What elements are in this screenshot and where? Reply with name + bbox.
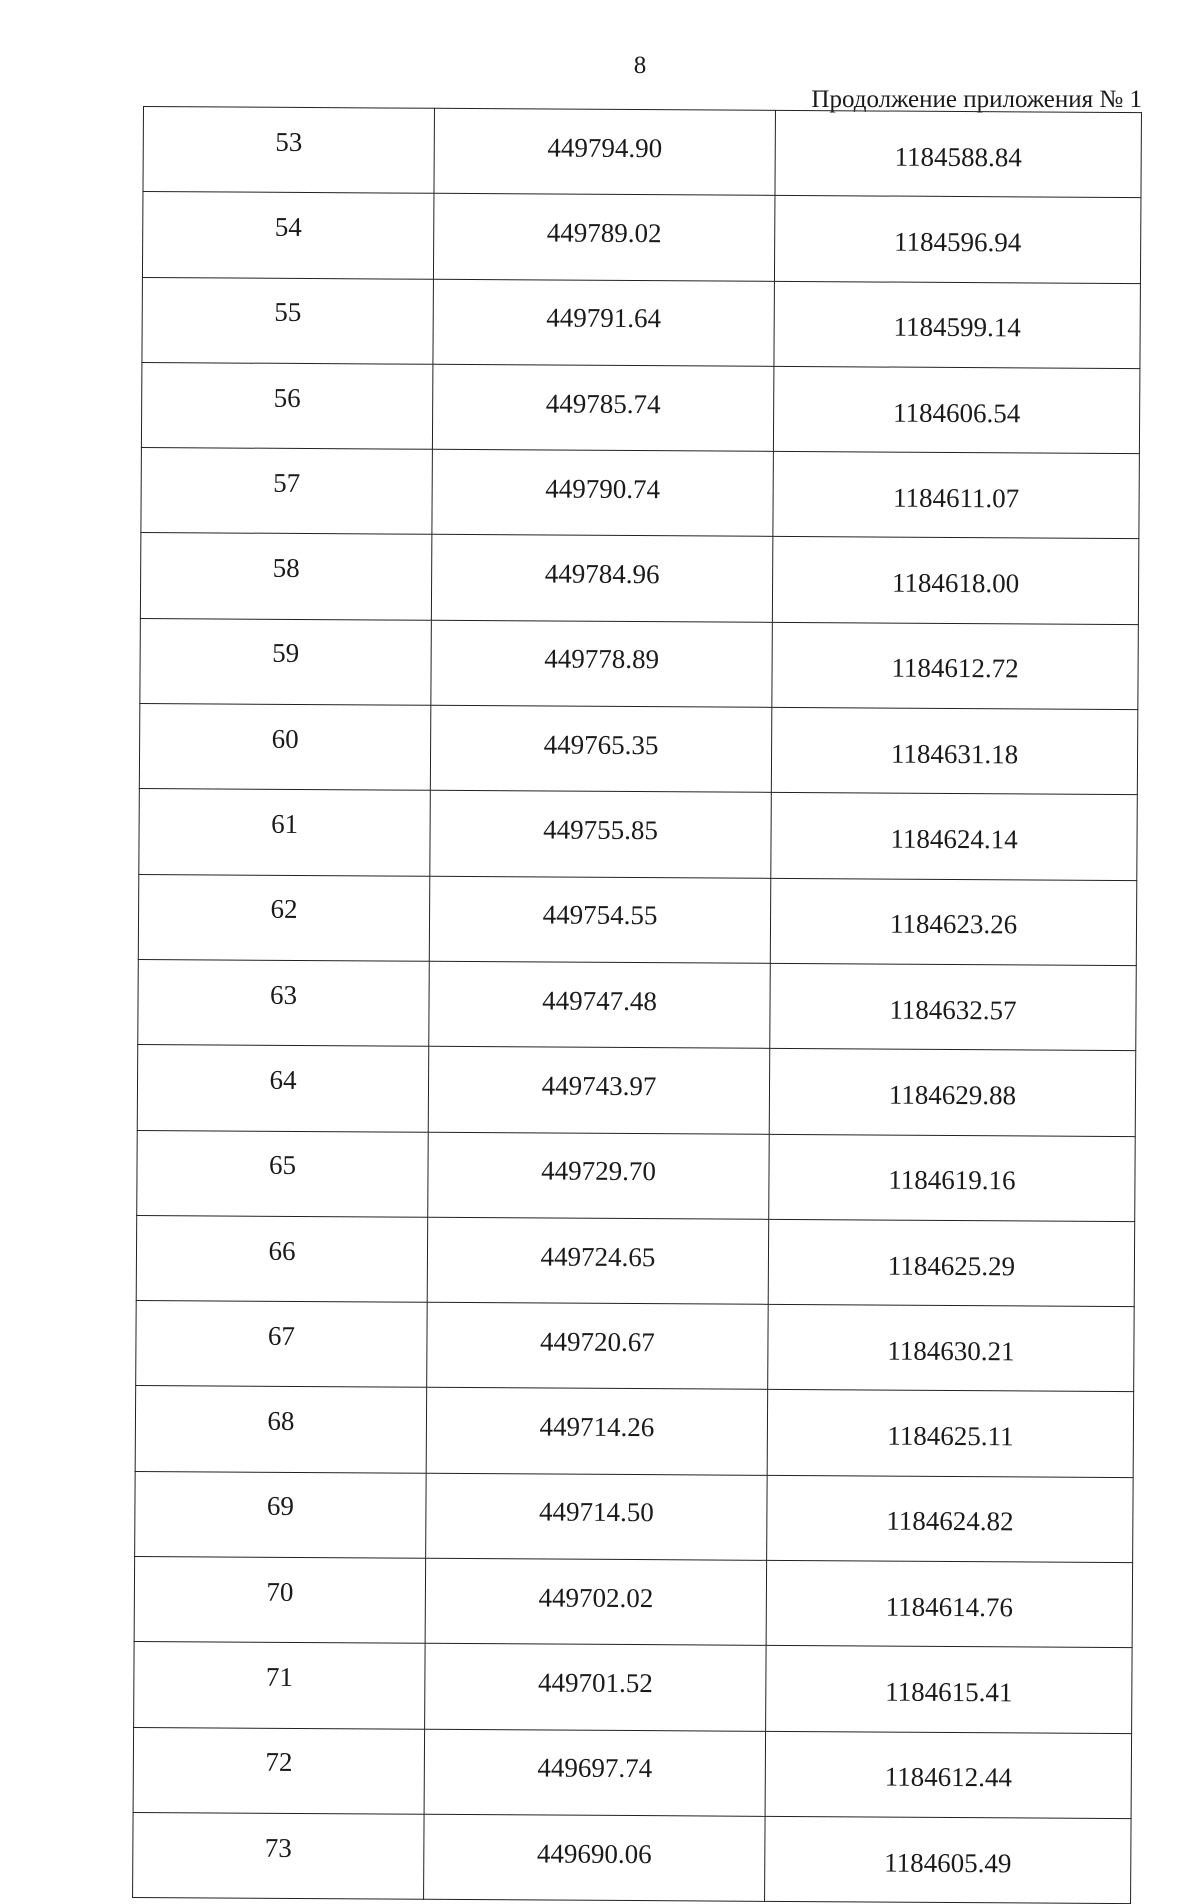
x-coordinate-cell: 449754.55: [429, 876, 771, 963]
x-coordinate-cell: 449729.70: [428, 1132, 770, 1219]
table-row: [136, 1215, 1135, 1306]
point-number-cell: 61: [139, 789, 431, 876]
x-coordinate-cell: 449724.65: [427, 1217, 769, 1304]
point-number-cell: 72: [133, 1727, 425, 1814]
point-number-cell: 68: [135, 1386, 427, 1473]
x-coordinate-cell: 449794.90: [434, 108, 776, 195]
coordinates-table: [132, 106, 1142, 1904]
y-coordinate-cell: 1184624.14: [771, 793, 1138, 881]
x-coordinate-cell: 449789.02: [433, 194, 775, 281]
y-coordinate-cell: 1184623.26: [770, 878, 1137, 966]
x-coordinate-cell: 449714.50: [426, 1473, 768, 1560]
x-coordinate-cell: 449784.96: [431, 535, 773, 622]
y-coordinate-cell: 1184629.88: [769, 1049, 1136, 1137]
y-coordinate-cell: 1184624.82: [767, 1475, 1134, 1563]
x-coordinate-cell: 449743.97: [428, 1047, 770, 1134]
y-coordinate-cell: 1184625.29: [768, 1219, 1135, 1307]
appendix-continuation-label: Продолжение приложения № 1: [811, 86, 1142, 113]
y-coordinate-cell: 1184596.94: [774, 196, 1141, 284]
table-row: [143, 107, 1142, 198]
point-number-cell: 53: [143, 107, 435, 194]
point-number-cell: 71: [134, 1642, 426, 1729]
x-coordinate-cell: 449778.89: [431, 620, 773, 707]
y-coordinate-cell: 1184612.72: [772, 622, 1139, 710]
x-coordinate-cell: 449702.02: [425, 1558, 767, 1645]
y-coordinate-cell: 1184631.18: [771, 707, 1138, 795]
point-number-cell: 58: [140, 533, 432, 620]
coordinates-table-body: [133, 107, 1142, 1904]
x-coordinate-cell: 449747.48: [429, 961, 771, 1048]
x-coordinate-cell: 449720.67: [427, 1302, 769, 1389]
x-coordinate-cell: 449697.74: [424, 1729, 766, 1816]
table-row: [140, 533, 1139, 624]
page-number: 8: [633, 52, 647, 79]
point-number-cell: 56: [141, 362, 433, 449]
y-coordinate-cell: 1184611.07: [773, 452, 1140, 540]
table-row: [136, 1301, 1135, 1392]
table-row: [133, 1812, 1132, 1903]
y-coordinate-cell: 1184619.16: [769, 1134, 1136, 1222]
point-number-cell: 66: [136, 1215, 428, 1302]
point-number-cell: 62: [138, 874, 430, 961]
table-row: [137, 1045, 1136, 1136]
y-coordinate-cell: 1184615.41: [766, 1646, 1133, 1734]
table-row: [139, 789, 1138, 880]
point-number-cell: 70: [134, 1557, 426, 1644]
table-row: [141, 362, 1140, 453]
point-number-cell: 54: [142, 192, 434, 279]
point-number-cell: 73: [133, 1812, 425, 1899]
y-coordinate-cell: 1184632.57: [770, 963, 1137, 1051]
point-number-cell: 55: [142, 277, 434, 364]
x-coordinate-cell: 449791.64: [433, 279, 775, 366]
y-coordinate-cell: 1184630.21: [768, 1304, 1135, 1392]
y-coordinate-cell: 1184605.49: [765, 1816, 1132, 1904]
point-number-cell: 59: [140, 618, 432, 705]
y-coordinate-cell: 1184618.00: [772, 537, 1139, 625]
y-coordinate-cell: 1184599.14: [774, 281, 1141, 369]
point-number-cell: 64: [137, 1045, 429, 1132]
table-row: [134, 1642, 1133, 1733]
table-row: [139, 704, 1138, 795]
point-number-cell: 65: [137, 1130, 429, 1217]
y-coordinate-cell: 1184614.76: [766, 1560, 1133, 1648]
table-row: [137, 1130, 1136, 1221]
x-coordinate-cell: 449785.74: [432, 364, 774, 451]
table-row: [134, 1557, 1133, 1648]
point-number-cell: 69: [135, 1471, 427, 1558]
x-coordinate-cell: 449714.26: [426, 1388, 768, 1475]
y-coordinate-cell: 1184612.44: [765, 1731, 1132, 1819]
y-coordinate-cell: 1184588.84: [775, 110, 1142, 198]
x-coordinate-cell: 449701.52: [425, 1644, 767, 1731]
table-row: [135, 1386, 1134, 1477]
point-number-cell: 57: [141, 448, 433, 535]
x-coordinate-cell: 449765.35: [430, 705, 772, 792]
x-coordinate-cell: 449755.85: [430, 791, 772, 878]
table-row: [141, 448, 1140, 539]
table-row: [138, 874, 1137, 965]
table-row: [133, 1727, 1132, 1818]
point-number-cell: 63: [138, 959, 430, 1046]
x-coordinate-cell: 449690.06: [424, 1814, 766, 1901]
point-number-cell: 67: [136, 1301, 428, 1388]
table-row: [140, 618, 1139, 709]
table-row: [138, 959, 1137, 1050]
table-row: [142, 192, 1141, 283]
y-coordinate-cell: 1184625.11: [767, 1390, 1134, 1478]
point-number-cell: 60: [139, 704, 431, 791]
x-coordinate-cell: 449790.74: [432, 449, 774, 536]
y-coordinate-cell: 1184606.54: [773, 366, 1140, 454]
table-row: [135, 1471, 1134, 1562]
table-row: [142, 277, 1141, 368]
